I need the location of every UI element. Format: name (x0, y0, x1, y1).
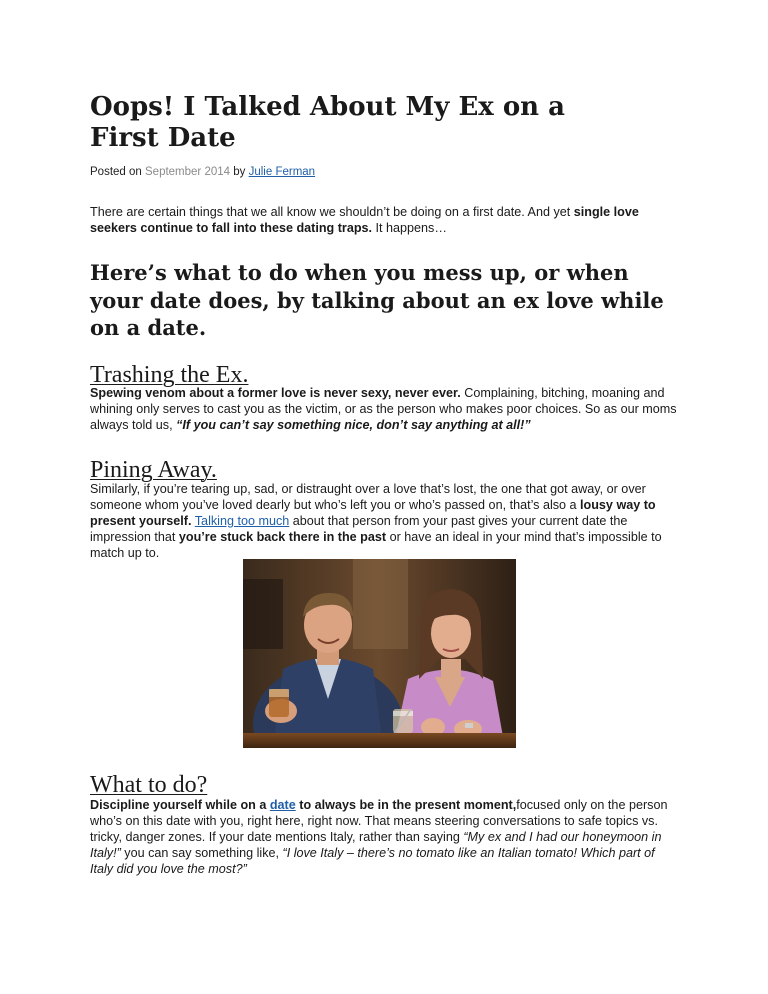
section-text: focused only on the person who’s on this date with you, right here, right now. That means steering conversations to safe topics vs. tricky, danger zones. If your date mentions Italy, rather than saying (90, 798, 668, 844)
section-heading-pining: Pining Away. (90, 457, 217, 483)
section-text-2: you can say something like, (120, 846, 283, 860)
quote-italic-2: “I love Italy – there’s no tomato like an Italian tomato! Which part of Italy did you love the most?” (90, 846, 655, 876)
intro-text: There are certain things that we all know we shouldn’t be doing on a first date. And yet (90, 205, 574, 219)
section-text: Similarly, if you’re tearing up, sad, or distraught over a love that’s lost, the one that got away, or over someone whom you’ve loved dearly but who’s left you or who’s passed on, that’s also a (90, 482, 646, 512)
section-body-what-to-do (90, 797, 680, 877)
subheading: Here’s what to do when you mess up, or when your date does, by talking about an ex love while on a date. (90, 260, 664, 340)
section-bold: Spewing venom about a former love is never sexy, never ever. (90, 386, 461, 400)
post-date: September 2014 (145, 166, 231, 178)
section-text-2: about that person from your past gives your current date the impression that (90, 514, 628, 544)
section-body-pining (90, 481, 686, 561)
section-text-3: or have an ideal in your mind that’s impossible to match up to. (90, 530, 662, 560)
author-link[interactable]: Julie Ferman (248, 166, 316, 178)
date-link[interactable]: date (269, 798, 296, 812)
title-line-2: First Date (90, 123, 236, 153)
quote-italic-1: “My ex and I had our honeymoon in Italy!” (90, 830, 662, 860)
quote-bold-italic: “If you can’t say something nice, don’t say anything at all!” (176, 418, 531, 432)
section-bold: Discipline yourself while on a (90, 798, 270, 812)
title-line-1: Oops! I Talked About My Ex on a (90, 92, 565, 122)
section-bold-2: you’re stuck back there in the past (178, 530, 387, 544)
article-title (90, 92, 610, 154)
section-bold-2: to always be in the present moment, (295, 798, 517, 812)
couple-on-date-photo (243, 559, 516, 748)
section-body-trashing (90, 385, 680, 433)
post-meta (90, 166, 315, 178)
section-bold: lousy way to present yourself. (90, 498, 656, 528)
posted-on-label: Posted on (90, 166, 142, 178)
talking-too-much-link[interactable]: Talking too much (194, 514, 290, 528)
intro-bold: single love seekers continue to fall into these dating traps. (90, 205, 639, 235)
intro-paragraph (90, 204, 680, 236)
section-heading-what-to-do: What to do? (90, 772, 208, 798)
section-text: Complaining, bitching, moaning and whining only serves to cast you as the victim, or as the person who makes poor choices. So as our moms always told us, (90, 386, 677, 432)
by-label: by (233, 166, 246, 178)
section-heading-trashing: Trashing the Ex. (90, 362, 249, 388)
intro-text-end: It happens… (372, 221, 447, 235)
